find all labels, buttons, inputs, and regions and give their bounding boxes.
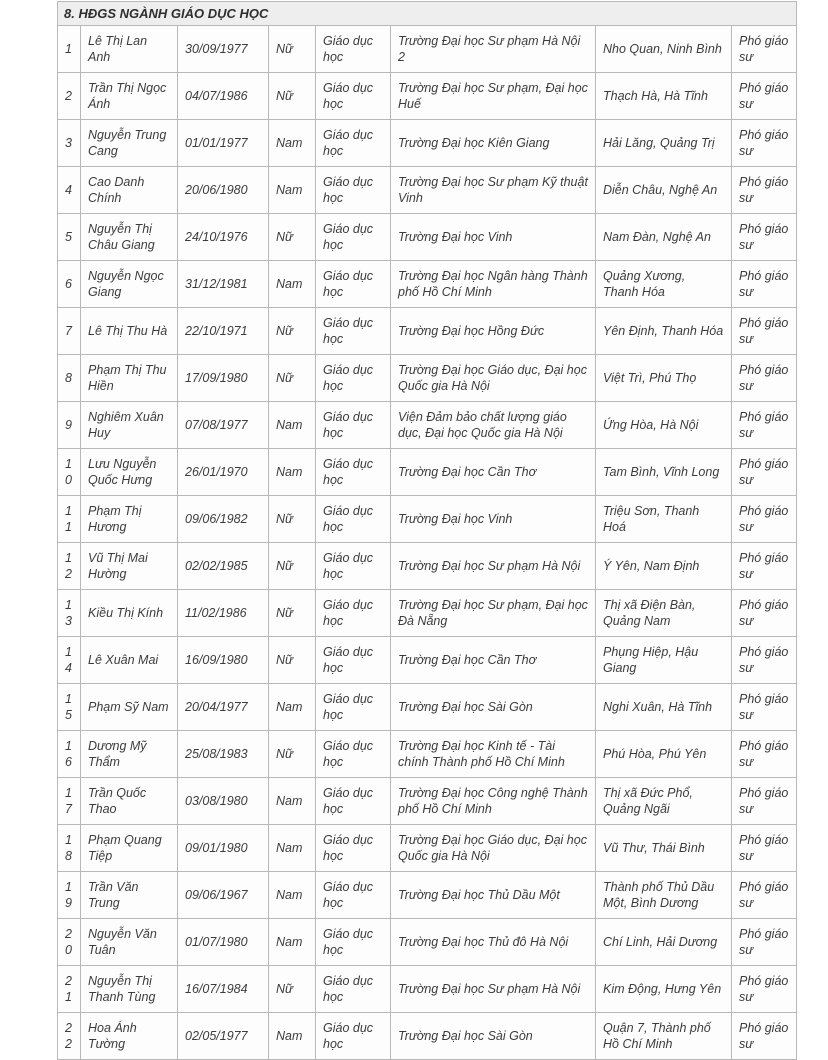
cell-institution: Trường Đại học Sư phạm Hà Nội: [391, 543, 596, 590]
cell-stt: 10: [58, 449, 81, 496]
cell-name: Nguyễn Ngọc Giang: [81, 261, 178, 308]
cell-dob: 09/01/1980: [178, 825, 269, 872]
cell-name: Trần Văn Trung: [81, 872, 178, 919]
cell-institution: Trường Đại học Cần Thơ: [391, 449, 596, 496]
cell-title: Phó giáo sư: [732, 167, 797, 214]
cell-gender: Nữ: [269, 637, 316, 684]
cell-dob: 26/01/1970: [178, 449, 269, 496]
cell-dob: 02/02/1985: [178, 543, 269, 590]
cell-name: Cao Danh Chính: [81, 167, 178, 214]
cell-institution: Trường Đại học Sư phạm Hà Nội: [391, 966, 596, 1013]
cell-hometown: Nam Đàn, Nghệ An: [596, 214, 732, 261]
cell-field: Giáo dục học: [316, 778, 391, 825]
cell-stt: 18: [58, 825, 81, 872]
cell-name: Dương Mỹ Thẩm: [81, 731, 178, 778]
cell-stt: 21: [58, 966, 81, 1013]
cell-stt: 5: [58, 214, 81, 261]
cell-institution: Trường Đại học Thủ đô Hà Nội: [391, 919, 596, 966]
cell-stt: 4: [58, 167, 81, 214]
table-row: [58, 778, 797, 825]
cell-field: Giáo dục học: [316, 402, 391, 449]
table-row: [58, 496, 797, 543]
cell-dob: 17/09/1980: [178, 355, 269, 402]
table-row: [58, 26, 797, 73]
cell-dob: 22/10/1971: [178, 308, 269, 355]
cell-field: Giáo dục học: [316, 496, 391, 543]
cell-name: Vũ Thị Mai Hường: [81, 543, 178, 590]
cell-field: Giáo dục học: [316, 214, 391, 261]
cell-field: Giáo dục học: [316, 872, 391, 919]
cell-hometown: Diễn Châu, Nghệ An: [596, 167, 732, 214]
cell-dob: 11/02/1986: [178, 590, 269, 637]
cell-gender: Nam: [269, 449, 316, 496]
cell-title: Phó giáo sư: [732, 496, 797, 543]
cell-field: Giáo dục học: [316, 731, 391, 778]
cell-stt: 7: [58, 308, 81, 355]
cell-title: Phó giáo sư: [732, 966, 797, 1013]
table-row: [58, 214, 797, 261]
cell-gender: Nam: [269, 402, 316, 449]
cell-field: Giáo dục học: [316, 120, 391, 167]
cell-name: Phạm Sỹ Nam: [81, 684, 178, 731]
cell-dob: 01/07/1980: [178, 919, 269, 966]
table-row: [58, 872, 797, 919]
table-row: [58, 731, 797, 778]
cell-field: Giáo dục học: [316, 73, 391, 120]
cell-name: Nghiêm Xuân Huy: [81, 402, 178, 449]
cell-institution: Trường Đại học Vinh: [391, 214, 596, 261]
cell-stt: 8: [58, 355, 81, 402]
cell-stt: 20: [58, 919, 81, 966]
cell-name: Nguyễn Thị Thanh Tùng: [81, 966, 178, 1013]
cell-institution: Trường Đại học Thủ Dầu Một: [391, 872, 596, 919]
cell-name: Trần Thị Ngọc Ánh: [81, 73, 178, 120]
table-row: [58, 825, 797, 872]
cell-stt: 13: [58, 590, 81, 637]
cell-institution: Trường Đại học Kiên Giang: [391, 120, 596, 167]
professors-table: [57, 1, 797, 1060]
cell-name: Phạm Thị Thu Hiền: [81, 355, 178, 402]
cell-title: Phó giáo sư: [732, 308, 797, 355]
cell-hometown: Thị xã Điện Bàn, Quảng Nam: [596, 590, 732, 637]
cell-field: Giáo dục học: [316, 261, 391, 308]
table-row: [58, 308, 797, 355]
cell-title: Phó giáo sư: [732, 637, 797, 684]
cell-gender: Nam: [269, 872, 316, 919]
cell-title: Phó giáo sư: [732, 355, 797, 402]
cell-institution: Trường Đại học Công nghệ Thành phố Hồ Chí Minh: [391, 778, 596, 825]
cell-stt: 3: [58, 120, 81, 167]
table-row: [58, 919, 797, 966]
cell-stt: 11: [58, 496, 81, 543]
cell-name: Hoa Ánh Tường: [81, 1013, 178, 1060]
cell-hometown: Tam Bình, Vĩnh Long: [596, 449, 732, 496]
cell-name: Lê Thị Lan Anh: [81, 26, 178, 73]
cell-field: Giáo dục học: [316, 355, 391, 402]
cell-institution: Viện Đảm bảo chất lượng giáo dục, Đại học Quốc gia Hà Nội: [391, 402, 596, 449]
cell-title: Phó giáo sư: [732, 26, 797, 73]
table-row: [58, 402, 797, 449]
cell-gender: Nữ: [269, 355, 316, 402]
cell-hometown: Vũ Thư, Thái Bình: [596, 825, 732, 872]
cell-field: Giáo dục học: [316, 825, 391, 872]
cell-gender: Nam: [269, 167, 316, 214]
cell-hometown: Quảng Xương, Thanh Hóa: [596, 261, 732, 308]
cell-name: Lê Thị Thu Hà: [81, 308, 178, 355]
section-header-row: [58, 2, 797, 26]
cell-field: Giáo dục học: [316, 1013, 391, 1060]
table-row: [58, 684, 797, 731]
section-title: 8. HĐGS NGÀNH GIÁO DỤC HỌC: [58, 2, 797, 26]
cell-stt: 2: [58, 73, 81, 120]
cell-dob: 09/06/1982: [178, 496, 269, 543]
cell-hometown: Thị xã Đức Phổ, Quảng Ngãi: [596, 778, 732, 825]
cell-gender: Nữ: [269, 731, 316, 778]
cell-title: Phó giáo sư: [732, 590, 797, 637]
cell-name: Phạm Thị Hương: [81, 496, 178, 543]
cell-field: Giáo dục học: [316, 966, 391, 1013]
cell-title: Phó giáo sư: [732, 73, 797, 120]
cell-name: Nguyễn Văn Tuân: [81, 919, 178, 966]
cell-hometown: Hải Lăng, Quảng Trị: [596, 120, 732, 167]
cell-name: Nguyễn Thị Châu Giang: [81, 214, 178, 261]
cell-title: Phó giáo sư: [732, 120, 797, 167]
cell-institution: Trường Đại học Sư phạm Kỹ thuật Vinh: [391, 167, 596, 214]
cell-dob: 01/01/1977: [178, 120, 269, 167]
cell-stt: 15: [58, 684, 81, 731]
table-row: [58, 543, 797, 590]
cell-hometown: Phụng Hiệp, Hậu Giang: [596, 637, 732, 684]
cell-gender: Nam: [269, 261, 316, 308]
cell-gender: Nam: [269, 778, 316, 825]
cell-stt: 19: [58, 872, 81, 919]
table-row: [58, 590, 797, 637]
cell-stt: 14: [58, 637, 81, 684]
cell-institution: Trường Đại học Sư phạm, Đại học Huế: [391, 73, 596, 120]
cell-name: Lê Xuân Mai: [81, 637, 178, 684]
cell-hometown: Thành phố Thủ Dầu Một, Bình Dương: [596, 872, 732, 919]
cell-stt: 6: [58, 261, 81, 308]
cell-title: Phó giáo sư: [732, 449, 797, 496]
cell-title: Phó giáo sư: [732, 872, 797, 919]
professors-table-section: [57, 1, 796, 1060]
cell-stt: 1: [58, 26, 81, 73]
cell-gender: Nam: [269, 120, 316, 167]
cell-field: Giáo dục học: [316, 637, 391, 684]
cell-stt: 9: [58, 402, 81, 449]
cell-dob: 25/08/1983: [178, 731, 269, 778]
cell-hometown: Ứng Hòa, Hà Nội: [596, 402, 732, 449]
cell-stt: 12: [58, 543, 81, 590]
cell-field: Giáo dục học: [316, 919, 391, 966]
cell-gender: Nữ: [269, 496, 316, 543]
cell-institution: Trường Đại học Sư phạm Hà Nội 2: [391, 26, 596, 73]
cell-hometown: Nghi Xuân, Hà Tĩnh: [596, 684, 732, 731]
cell-institution: Trường Đại học Cần Thơ: [391, 637, 596, 684]
cell-hometown: Ý Yên, Nam Định: [596, 543, 732, 590]
cell-hometown: Chí Linh, Hải Dương: [596, 919, 732, 966]
cell-dob: 30/09/1977: [178, 26, 269, 73]
cell-dob: 16/07/1984: [178, 966, 269, 1013]
table-body: [58, 26, 797, 1060]
cell-stt: 22: [58, 1013, 81, 1060]
cell-title: Phó giáo sư: [732, 684, 797, 731]
cell-stt: 17: [58, 778, 81, 825]
table-row: [58, 261, 797, 308]
cell-gender: Nam: [269, 684, 316, 731]
table-row: [58, 449, 797, 496]
cell-gender: Nữ: [269, 966, 316, 1013]
cell-title: Phó giáo sư: [732, 731, 797, 778]
cell-dob: 02/05/1977: [178, 1013, 269, 1060]
cell-gender: Nữ: [269, 308, 316, 355]
cell-dob: 03/08/1980: [178, 778, 269, 825]
cell-institution: Trường Đại học Vinh: [391, 496, 596, 543]
cell-title: Phó giáo sư: [732, 543, 797, 590]
cell-dob: 07/08/1977: [178, 402, 269, 449]
cell-gender: Nữ: [269, 214, 316, 261]
cell-title: Phó giáo sư: [732, 261, 797, 308]
cell-title: Phó giáo sư: [732, 402, 797, 449]
cell-gender: Nữ: [269, 590, 316, 637]
cell-title: Phó giáo sư: [732, 919, 797, 966]
cell-title: Phó giáo sư: [732, 214, 797, 261]
cell-hometown: Triệu Sơn, Thanh Hoá: [596, 496, 732, 543]
cell-institution: Trường Đại học Ngân hàng Thành phố Hồ Chí Minh: [391, 261, 596, 308]
cell-title: Phó giáo sư: [732, 778, 797, 825]
cell-name: Nguyễn Trung Cang: [81, 120, 178, 167]
cell-name: Trần Quốc Thao: [81, 778, 178, 825]
cell-name: Lưu Nguyễn Quốc Hưng: [81, 449, 178, 496]
table-row: [58, 966, 797, 1013]
cell-hometown: Thạch Hà, Hà Tĩnh: [596, 73, 732, 120]
cell-gender: Nữ: [269, 26, 316, 73]
cell-gender: Nam: [269, 1013, 316, 1060]
cell-institution: Trường Đại học Giáo dục, Đại học Quốc gia Hà Nội: [391, 825, 596, 872]
cell-field: Giáo dục học: [316, 684, 391, 731]
cell-institution: Trường Đại học Sài Gòn: [391, 684, 596, 731]
cell-stt: 16: [58, 731, 81, 778]
cell-title: Phó giáo sư: [732, 825, 797, 872]
cell-gender: Nữ: [269, 73, 316, 120]
cell-institution: Trường Đại học Kinh tế - Tài chính Thành phố Hồ Chí Minh: [391, 731, 596, 778]
table-row: [58, 355, 797, 402]
table-row: [58, 167, 797, 214]
cell-field: Giáo dục học: [316, 449, 391, 496]
cell-field: Giáo dục học: [316, 543, 391, 590]
cell-dob: 20/04/1977: [178, 684, 269, 731]
cell-dob: 31/12/1981: [178, 261, 269, 308]
cell-field: Giáo dục học: [316, 26, 391, 73]
table-row: [58, 73, 797, 120]
cell-dob: 24/10/1976: [178, 214, 269, 261]
cell-hometown: Nho Quan, Ninh Bình: [596, 26, 732, 73]
cell-field: Giáo dục học: [316, 167, 391, 214]
table-row: [58, 637, 797, 684]
cell-field: Giáo dục học: [316, 308, 391, 355]
cell-hometown: Quận 7, Thành phố Hồ Chí Minh: [596, 1013, 732, 1060]
cell-gender: Nữ: [269, 543, 316, 590]
cell-dob: 09/06/1967: [178, 872, 269, 919]
cell-institution: Trường Đại học Hồng Đức: [391, 308, 596, 355]
cell-institution: Trường Đại học Sài Gòn: [391, 1013, 596, 1060]
cell-gender: Nam: [269, 825, 316, 872]
cell-gender: Nam: [269, 919, 316, 966]
cell-hometown: Yên Định, Thanh Hóa: [596, 308, 732, 355]
cell-hometown: Phú Hòa, Phú Yên: [596, 731, 732, 778]
table-row: [58, 1013, 797, 1060]
cell-dob: 16/09/1980: [178, 637, 269, 684]
cell-name: Phạm Quang Tiệp: [81, 825, 178, 872]
cell-hometown: Kim Động, Hưng Yên: [596, 966, 732, 1013]
cell-name: Kiều Thị Kính: [81, 590, 178, 637]
cell-institution: Trường Đại học Giáo dục, Đại học Quốc gia Hà Nội: [391, 355, 596, 402]
table-row: [58, 120, 797, 167]
cell-title: Phó giáo sư: [732, 1013, 797, 1060]
cell-field: Giáo dục học: [316, 590, 391, 637]
cell-institution: Trường Đại học Sư phạm, Đại học Đà Nẵng: [391, 590, 596, 637]
cell-hometown: Việt Trì, Phú Thọ: [596, 355, 732, 402]
cell-dob: 20/06/1980: [178, 167, 269, 214]
cell-dob: 04/07/1986: [178, 73, 269, 120]
